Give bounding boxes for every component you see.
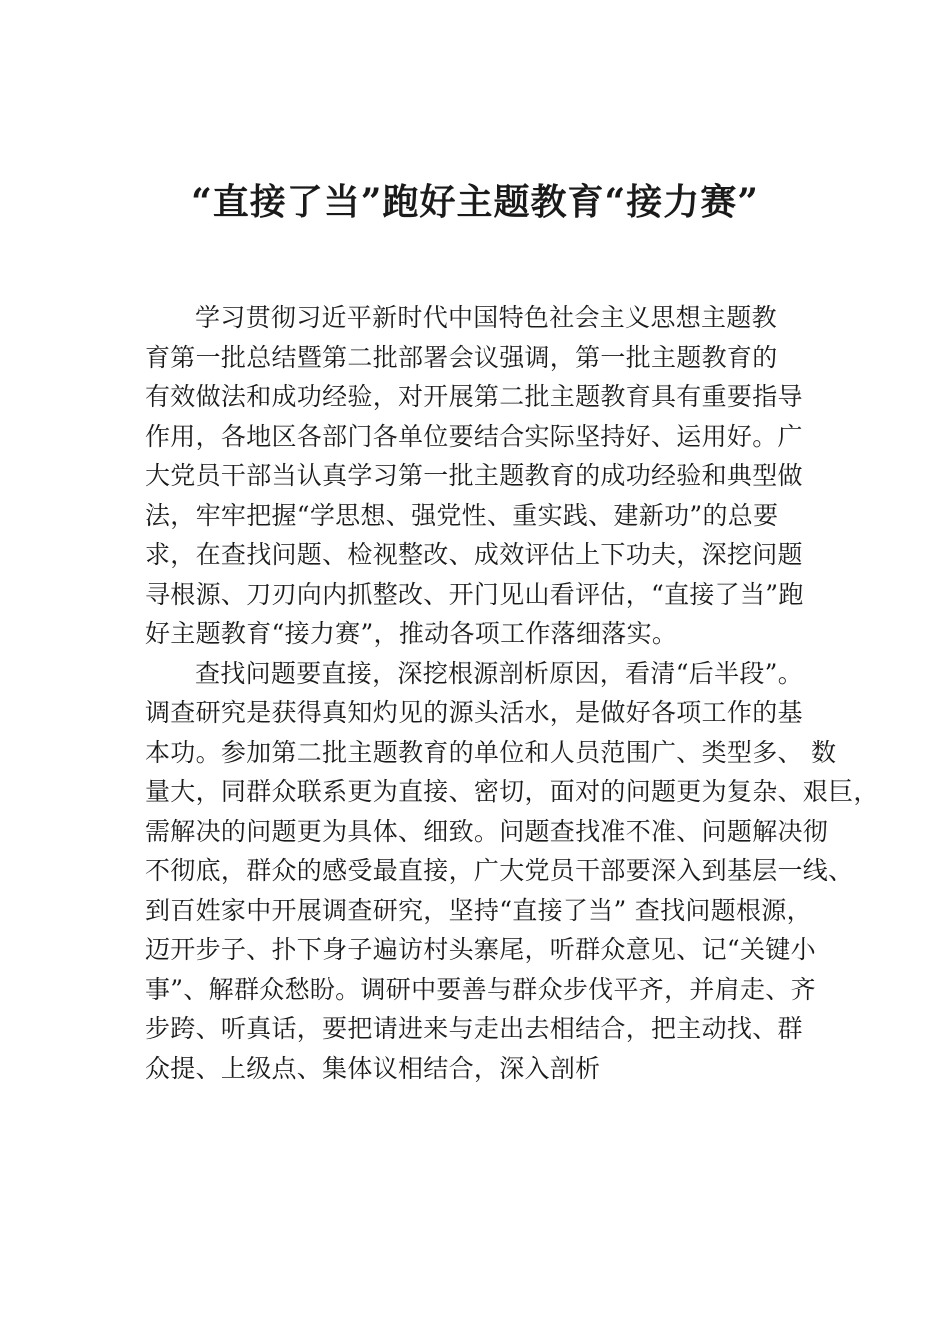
paragraph-line: 好主题教育“接力赛”，推动各项工作落细落实。 bbox=[145, 619, 678, 648]
document-body bbox=[145, 298, 879, 1088]
document-title: “直接了当”跑好主题教育“接力赛” bbox=[191, 181, 759, 223]
paragraph-line: 求，在查找问题、检视整改、成效评估上下功夫，深挖问题 bbox=[145, 540, 803, 569]
paragraph-line: 迈开步子、扑下身子遍访村头寨尾，听群众意见、记“关键小 bbox=[145, 935, 816, 964]
paragraph-line: 众提、上级点、集体议相结合，深入剖析 bbox=[145, 1053, 601, 1083]
paragraph-line: 作用，各地区各部门各单位要结合实际坚持好、运用好。广 bbox=[145, 421, 803, 451]
paragraph-line: 步跨、听真话，要把请进来与走出去相结合，把主动找、群 bbox=[145, 1014, 803, 1043]
paragraph-line: 查找问题要直接，深挖根源剖析原因，看清“后半段”。 bbox=[195, 658, 804, 688]
paragraph-line: 调查研究是获得真知灼见的源头活水，是做好各项工作的基 bbox=[145, 698, 803, 727]
paragraph-line: 学习贯彻习近平新时代中国特色社会主义思想主题教 bbox=[195, 303, 777, 332]
paragraph-line: 本功。参加第二批主题教育的单位和人员范围广、类型多、 数 bbox=[145, 737, 837, 767]
paragraph-line: 寻根源、刀刃向内抓整改、开门见山看评估，“直接了当”跑 bbox=[145, 579, 804, 609]
paragraph-line: 有效做法和成功经验，对开展第二批主题教育具有重要指导 bbox=[145, 382, 803, 411]
paragraph-line: 不彻底，群众的感受最直接，广大党员干部要深入到基层一线、 bbox=[145, 856, 854, 885]
paragraph-line: 法，牢牢把握“学思想、强党性、重实践、建新功”的总要 bbox=[145, 500, 779, 530]
paragraph-line: 需解决的问题更为具体、细致。问题查找准不准、问题解决彻 bbox=[145, 816, 829, 846]
paragraph-line: 事”、解群众愁盼。调研中要善与群众步伐平齐，并肩走、齐 bbox=[145, 974, 816, 1004]
paragraph-line: 量大，同群众联系更为直接、密切，面对的问题更为复杂、艰巨， bbox=[145, 777, 879, 806]
paragraph-line: 育第一批总结暨第二批部署会议强调，第一批主题教育的 bbox=[145, 342, 778, 372]
paragraph-line: 大党员干部当认真学习第一批主题教育的成功经验和典型做 bbox=[145, 461, 803, 490]
paragraph-line: 到百姓家中开展调查研究，坚持“直接了当” 查找问题根源， bbox=[145, 895, 812, 925]
